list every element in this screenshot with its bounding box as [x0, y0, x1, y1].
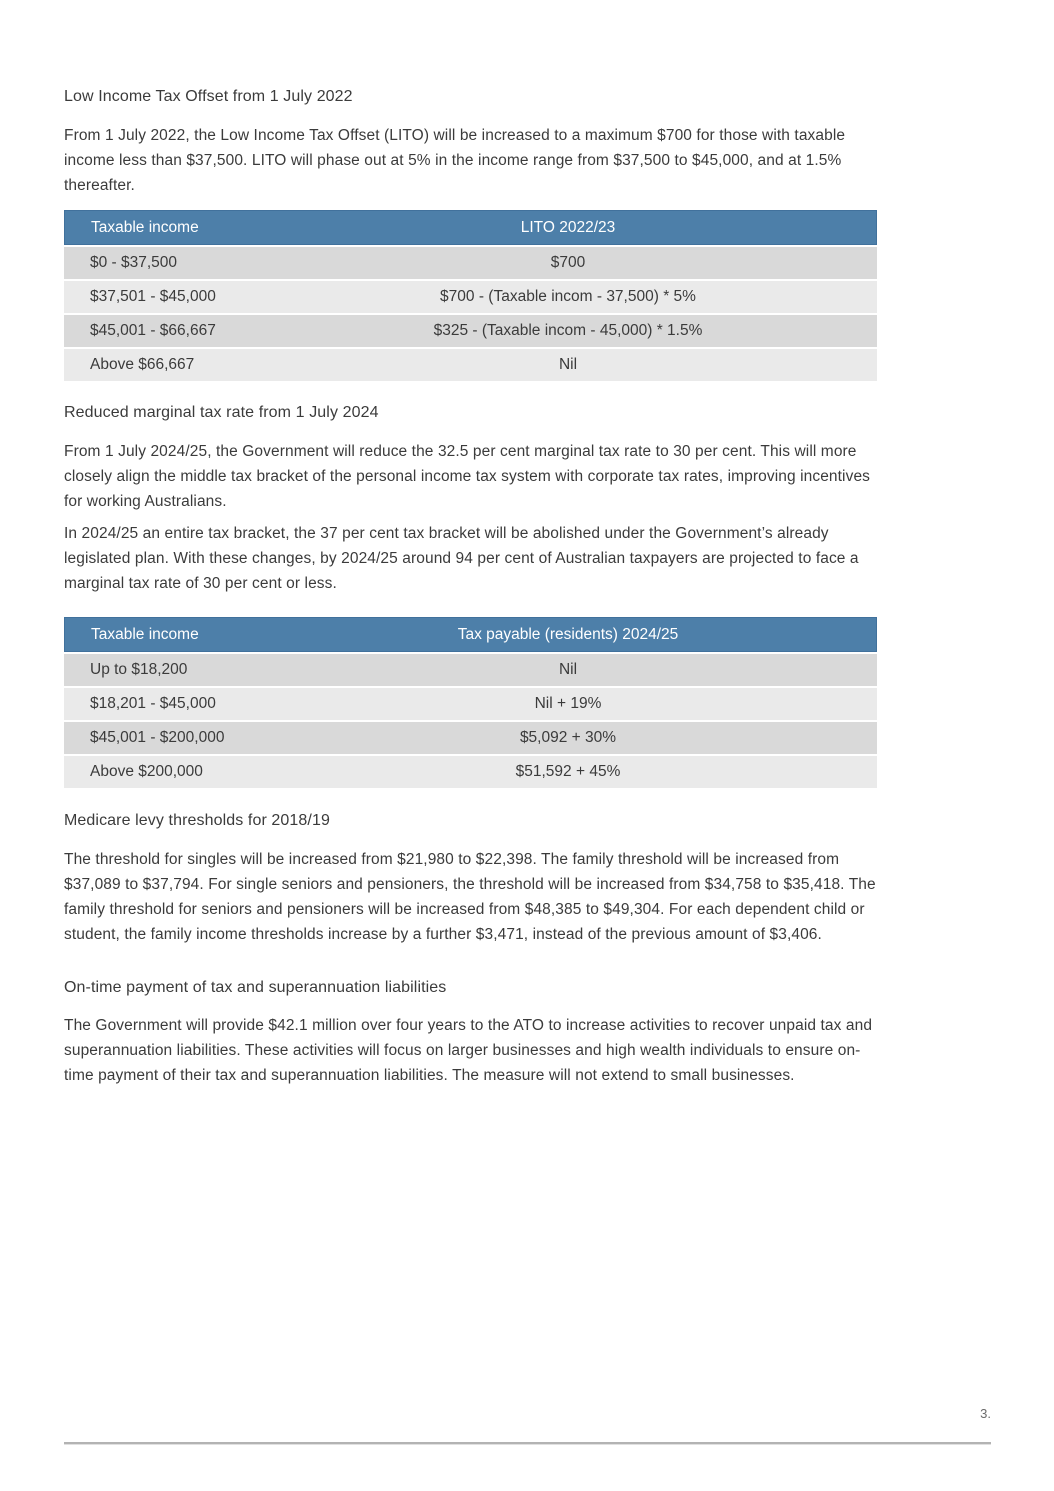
table-cell: Nil [558, 661, 578, 678]
table-row [64, 247, 877, 279]
table-cell: $45,001 - $66,667 [90, 322, 216, 339]
page-number: 3. [980, 1406, 991, 1421]
table-cell: $45,001 - $200,000 [90, 729, 225, 746]
table-row [64, 688, 877, 720]
tax-payable-table [64, 617, 877, 788]
table-cell: $18,201 - $45,000 [90, 695, 216, 712]
table-header-cell: Taxable income [91, 625, 199, 643]
footer-divider [64, 1442, 991, 1445]
paragraph-marginal-rate-2: In 2024/25 an entire tax bracket, the 37 per cent tax bracket will be abolished under the Government’s already legislated plan. With these changes, by 2024/25 around 94 per cent of Australian taxpayers are projected to face a marginal tax rate of 30 per cent or less. [64, 525, 859, 592]
table-header-row [64, 617, 877, 652]
table-row [64, 281, 877, 313]
table-cell: $325 - (Taxable incom - 45,000) * 1.5% [433, 322, 703, 339]
table-header-cell: Tax payable (residents) 2024/25 [457, 625, 679, 643]
table-cell: $51,592 + 45% [515, 763, 621, 780]
table-header-cell: Taxable income [91, 218, 199, 236]
table-cell: Above $66,667 [90, 356, 195, 373]
table-cell: Nil [558, 356, 578, 373]
lito-table [64, 210, 877, 381]
paragraph-medicare: The threshold for singles will be increased from $21,980 to $22,398. The family threshold will be increased from $37,089 to $37,794. For single seniors and pensioners, the threshold will be increased from $34,758 to $35,418. The family threshold for seniors and pensioners will be increased from $48,385 to $49,304. For each dependent child or student, the family income thresholds increase by a further $3,471, instead of the previous amount of $3,406. [64, 851, 876, 943]
table-cell: $700 - (Taxable incom - 37,500) * 5% [440, 288, 696, 305]
section-heading-medicare: Medicare levy thresholds for 2018/19 [64, 812, 330, 829]
table-row [64, 349, 877, 381]
table-row [64, 756, 877, 788]
table-cell: $700 [550, 254, 586, 271]
table-header-row [64, 210, 877, 245]
table-cell: $0 - $37,500 [90, 254, 178, 271]
table-header-cell: LITO 2022/23 [520, 218, 616, 236]
table-cell: Above $200,000 [90, 763, 203, 780]
table-row [64, 654, 877, 686]
paragraph-ontime-payment: The Government will provide $42.1 million over four years to the ATO to increase activities to recover unpaid tax and superannuation liabilities. These activities will focus on larger businesses and high wealth individuals to ensure on-time payment of their tax and superannuation liabilities. The measure will not extend to small businesses. [64, 1017, 873, 1084]
table-cell: $5,092 + 30% [519, 729, 617, 746]
table-row [64, 315, 877, 347]
table-row [64, 722, 877, 754]
section-heading-lito: Low Income Tax Offset from 1 July 2022 [64, 88, 353, 105]
paragraph-marginal-rate-1: From 1 July 2024/25, the Government will reduce the 32.5 per cent marginal tax rate to 30 per cent. This will more closely align the middle tax bracket of the personal income tax system with corporate tax rates, improving incentives for working Australians. [64, 443, 871, 510]
paragraph-lito: From 1 July 2022, the Low Income Tax Offset (LITO) will be increased to a maximum $700 for those with taxable income less than $37,500. LITO will phase out at 5% in the income range from $37,500 to $45,000, and at 1.5% thereafter. [64, 127, 846, 194]
table-cell: $37,501 - $45,000 [90, 288, 216, 305]
table-cell: Up to $18,200 [90, 661, 188, 678]
section-heading-ontime-payment: On-time payment of tax and superannuation liabilities [64, 979, 447, 996]
table-cell: Nil + 19% [534, 695, 602, 712]
section-heading-marginal-rate: Reduced marginal tax rate from 1 July 2024 [64, 404, 379, 421]
